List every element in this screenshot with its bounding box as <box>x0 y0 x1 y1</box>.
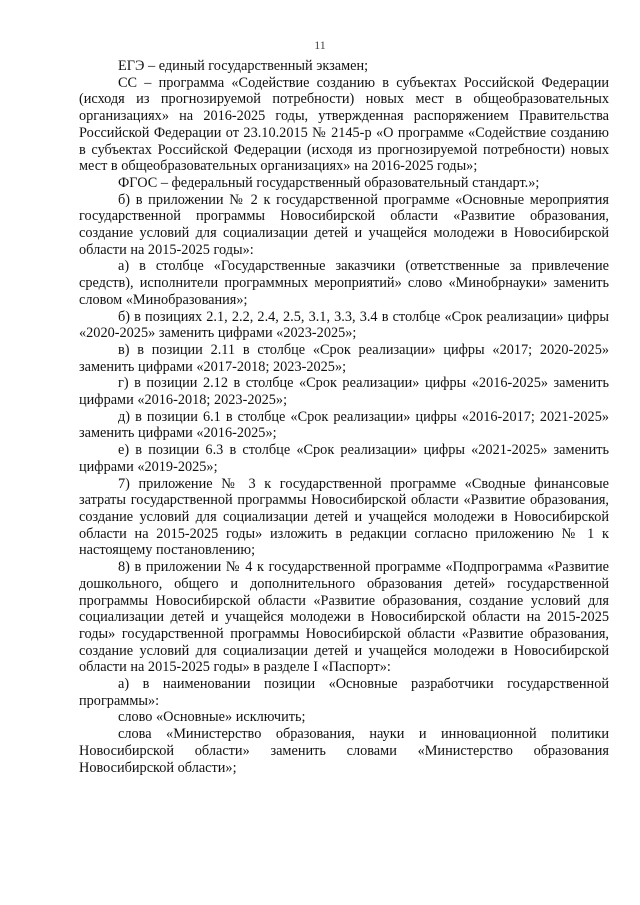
document-body <box>79 58 609 776</box>
paragraph-ss-definition: СС – программа «Содействие созданию в субъектах Российской Федерации (исходя из прогнозируемой потребности) новых мест в общеобразовательных организациях» на 2016-2025 годы, утвержденная распоряжением Правительства Российской Федерации от 23.10.2015 № 2145-р «О программе «Содействие созданию в субъектах Российской Федерации (исходя из прогнозируемой потребности) новых мест в общеобразовательных организациях» на 2016-2025 годы»; <box>79 74 609 175</box>
paragraph-item-g-position-2-12: г) в позиции 2.12 в столбце «Срок реализации» цифры «2016-2025» заменить цифрами «2016-2018; 2023-2025»; <box>79 375 609 409</box>
paragraph-appendix-2: б) в приложении № 2 к государственной программе «Основные мероприятия государственной программы Новосибирской области «Развитие образования, создание условий для социализации детей и учащейся молодежи в Новосибирской области на 2015-2025 годы»: <box>79 191 609 258</box>
paragraph-item-v-position-2-11: в) в позиции 2.11 в столбце «Срок реализации» цифры «2017; 2020-2025» заменить цифрами «2017-2018; 2023-2025»; <box>79 341 609 375</box>
paragraph-point-8-appendix-4: 8) в приложении № 4 к государственной программе «Подпрограмма «Развитие дошкольного, общего и дополнительного образования детей» государственной программы Новосибирской области «Развитие образования, создание условий для социализации детей и учащейся молодежи в Новосибирской области на 2015-2025 годы» государственной программы Новосибирской области «Развитие образования, создание условий для социализации детей и учащейся молодежи в Новосибирской области на 2015-2025 годы» в разделе I «Паспорт»: <box>79 559 609 676</box>
page-number: 11 <box>314 38 326 52</box>
paragraph-word-exclude: слово «Основные» исключить; <box>118 709 306 726</box>
paragraph-item-e-position-6-3: е) в позиции 6.3 в столбце «Срок реализации» цифры «2021-2025» заменить цифрами «2019-2025»; <box>79 442 609 475</box>
paragraph-point-7-appendix-3: 7) приложение № 3 к государственной программе «Сводные финансовые затраты государственной программы Новосибирской области «Развитие образования, создание условий для социализации детей и учащейся молодежи в Новосибирской области на 2015-2025 годы» изложить в редакции согласно приложению № 1 к настоящему постановлению; <box>79 475 609 559</box>
paragraph-item-b-positions: б) в позициях 2.1, 2.2, 2.4, 2.5, 3.1, 3.3, 3.4 в столбце «Срок реализации» цифры «2020-2025» заменить цифрами «2023-2025»; <box>79 308 609 342</box>
paragraph-item-a-developers: а) в наименовании позиции «Основные разработчики государственной программы»: <box>79 676 609 709</box>
paragraph-fgos-definition: ФГОС – федеральный государственный образовательный стандарт.»; <box>118 174 540 191</box>
paragraph-item-d-position-6-1: д) в позиции 6.1 в столбце «Срок реализации» цифры «2016-2017; 2021-2025» заменить цифрами «2016-2025»; <box>79 408 609 442</box>
paragraph-ministry-replace: слова «Министерство образования, науки и инновационной политики Новосибирской области» заменить словами «Министерство образования Новосибирской области»; <box>79 726 609 776</box>
paragraph-ege-definition: ЕГЭ – единый государственный экзамен; <box>118 58 369 74</box>
paragraph-item-a-customers: а) в столбце «Государственные заказчики (ответственные за привлечение средств), исполнители программных мероприятий» слово «Минобрнауки» заменить словом «Минобразования»; <box>79 258 609 308</box>
